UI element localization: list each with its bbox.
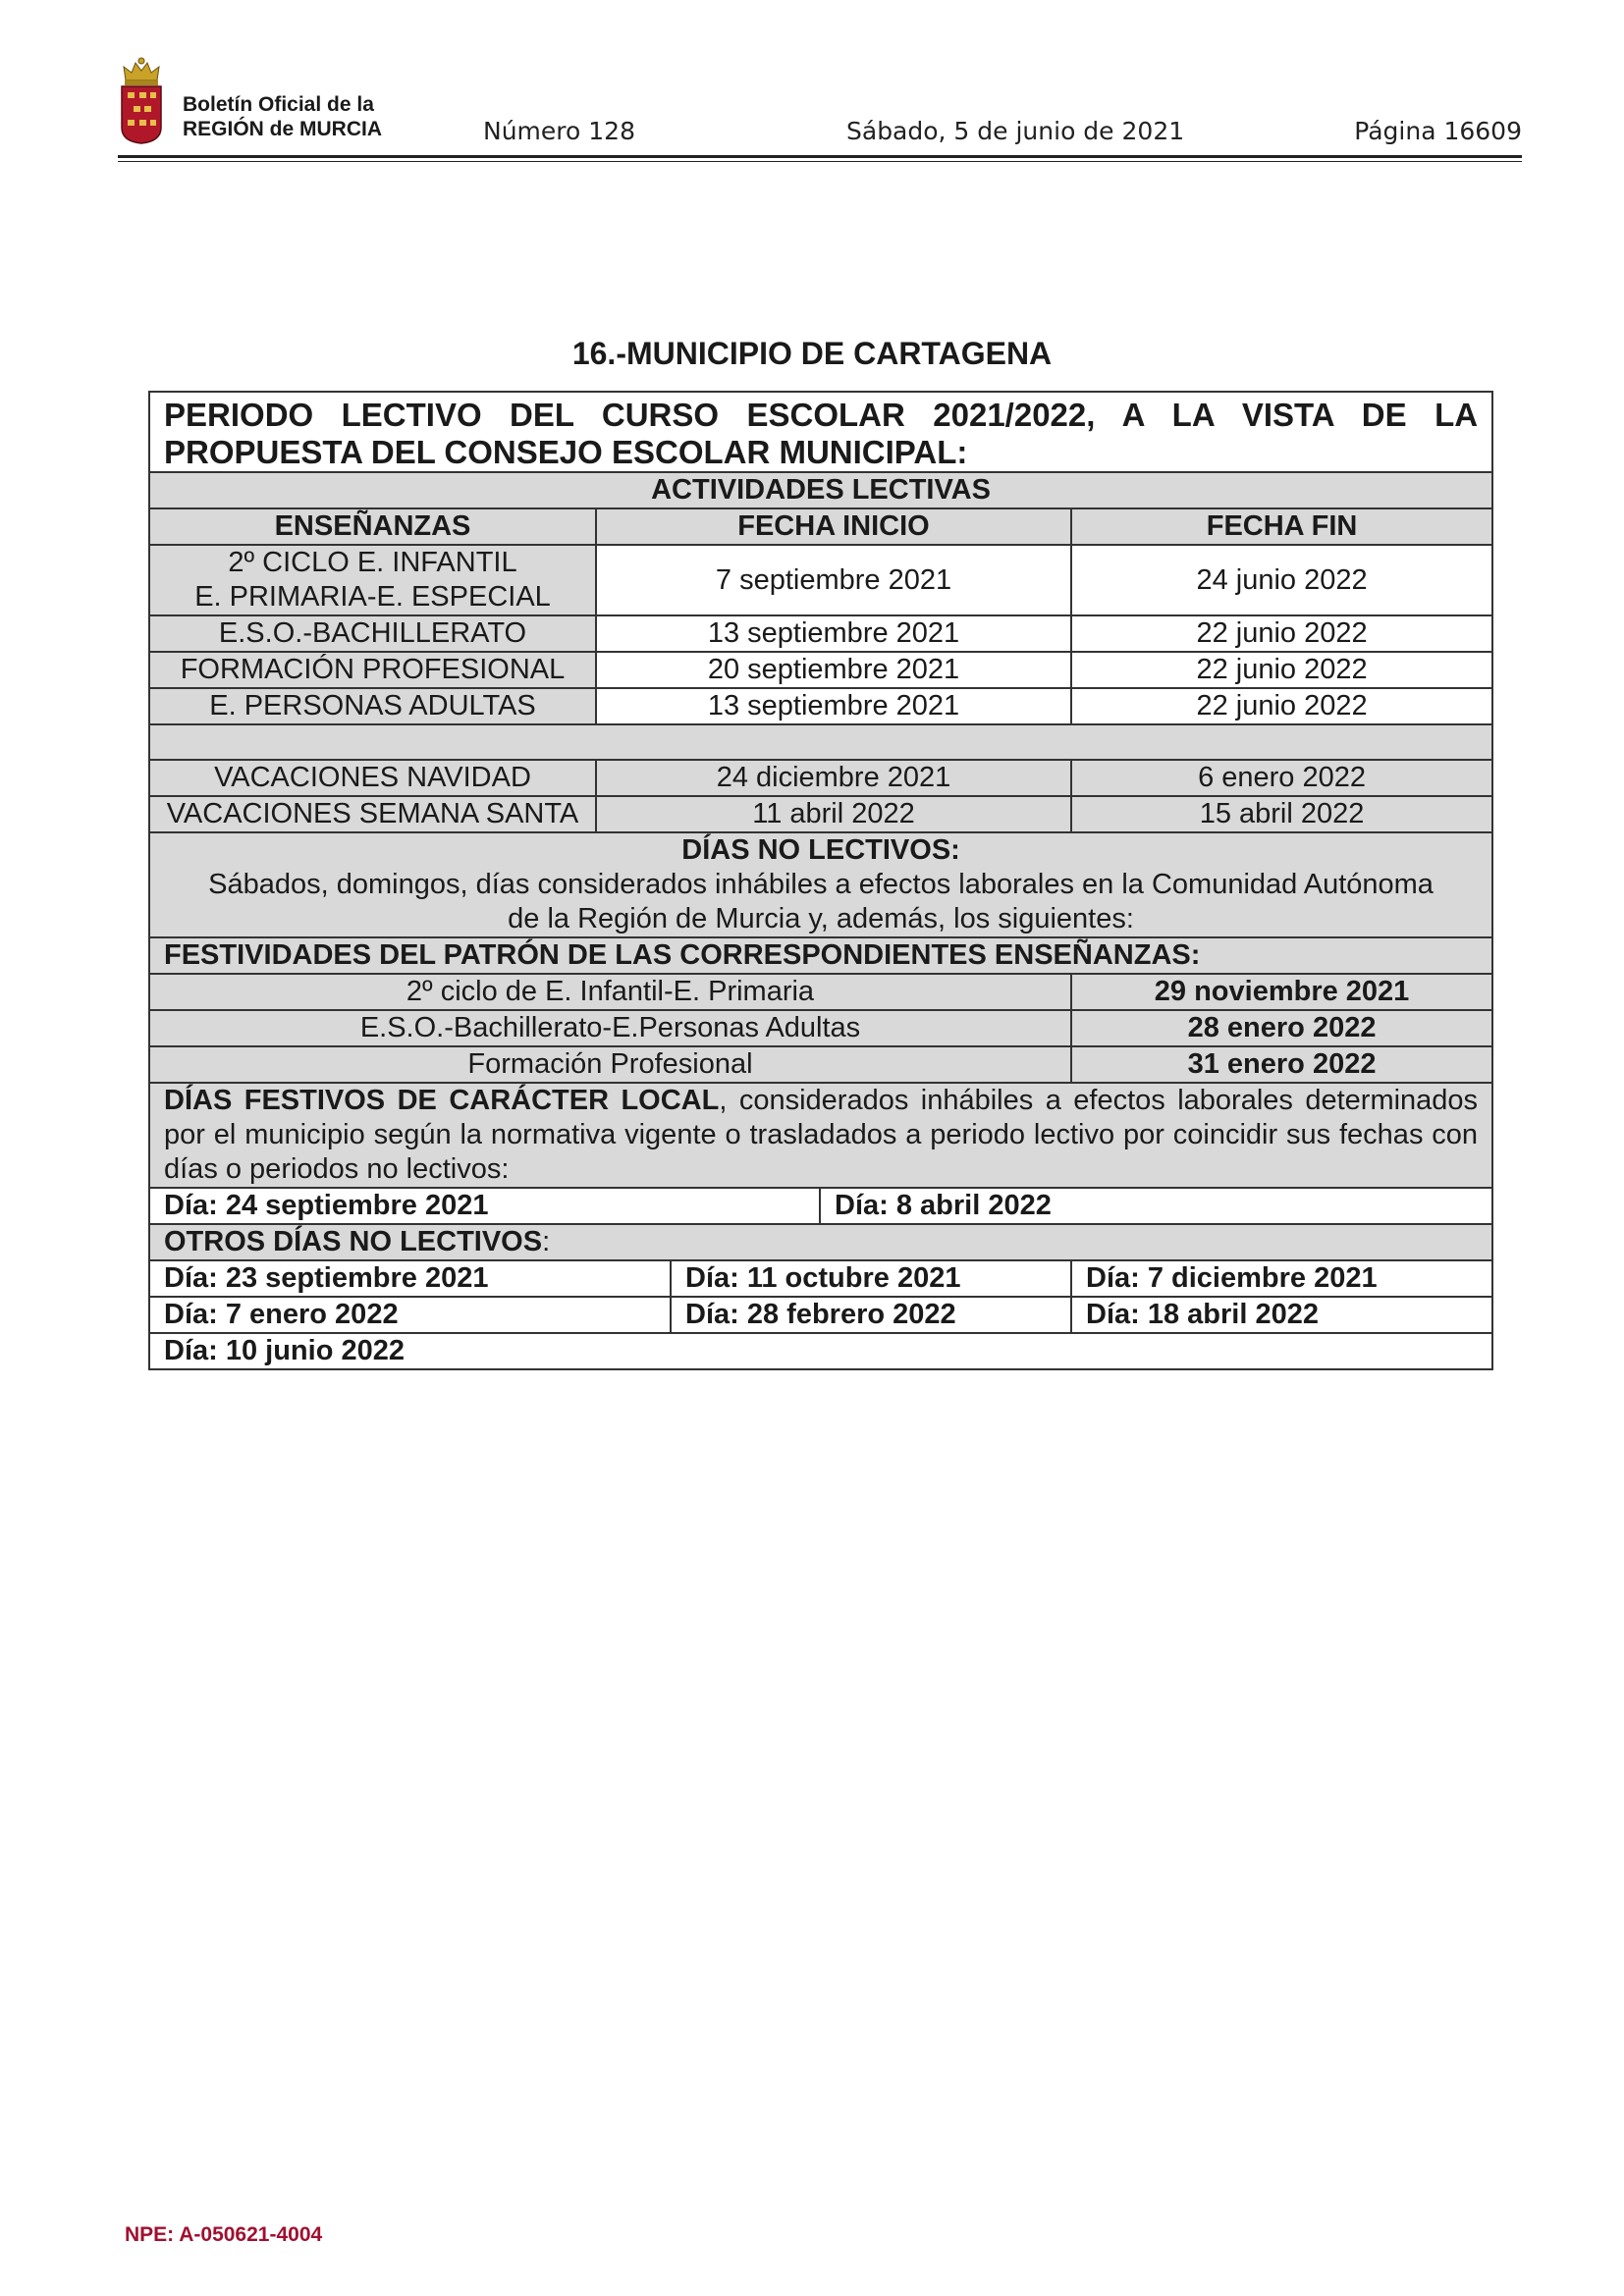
col-header-fecha-inicio: FECHA INICIO [596,508,1071,545]
otros-heading-cell [149,1224,1492,1260]
fecha-inicio-cell: 20 septiembre 2021 [596,652,1071,688]
vacaciones-fin: 15 abril 2022 [1071,796,1492,832]
festivo-local-dia: Día: 8 abril 2022 [820,1188,1492,1224]
ensenanza-cell: FORMACIÓN PROFESIONAL [149,652,596,688]
vacaciones-inicio: 11 abril 2022 [596,796,1071,832]
festividad-label: 2º ciclo de E. Infantil-E. Primaria [149,974,1071,1010]
table-row [149,1188,1492,1224]
col-header-fecha-fin: FECHA FIN [1071,508,1492,545]
org-name-line1: Boletín Oficial de la [183,93,374,116]
fecha-inicio-cell: 13 septiembre 2021 [596,615,1071,652]
table-row [149,1010,1492,1046]
npe-code: NPE: A-050621-4004 [125,2223,323,2246]
issue-number: Número 128 [483,117,635,145]
vacaciones-fin: 6 enero 2022 [1071,760,1492,796]
festivo-local-dia: Día: 24 septiembre 2021 [149,1188,820,1224]
fecha-fin-cell: 22 junio 2022 [1071,615,1492,652]
org-name [183,92,382,141]
region-murcia-crest-icon [118,55,165,145]
table-title: PERIODO LECTIVO DEL CURSO ESCOLAR 2021/2022, A LA VISTA DE LA PROPUESTA DEL CONSEJO ESCOLAR MUNICIPAL: [164,397,1479,470]
fecha-fin-cell: 24 junio 2022 [1071,545,1492,615]
otro-dia: Día: 7 enero 2022 [149,1297,671,1333]
festivos-local-heading: DÍAS FESTIVOS DE CARÁCTER LOCAL [164,1085,720,1116]
fecha-fin-cell: 22 junio 2022 [1071,652,1492,688]
vacaciones-label: VACACIONES NAVIDAD [149,760,596,796]
section-title: 16.-MUNICIPIO DE CARTAGENA [571,336,1053,371]
fecha-fin-cell: 22 junio 2022 [1071,688,1492,724]
col-header-ensenanzas: ENSEÑANZAS [149,508,596,545]
calendar-table [148,391,1493,1370]
table-row [149,974,1492,1010]
no-lectivos-text-1: Sábados, domingos, días considerados inhábiles a efectos laborales en la Comunidad Autónoma [208,869,1434,900]
ensenanza-cell [149,545,596,615]
table-title-cell [149,392,1492,472]
table-row [149,1297,1492,1333]
festivos-local-cell [149,1083,1492,1188]
otro-dia: Día: 11 octubre 2021 [671,1260,1071,1297]
table-row [149,1046,1492,1083]
actividades-heading: ACTIVIDADES LECTIVAS [149,472,1492,508]
table-row [149,652,1492,688]
issue-date: Sábado, 5 de junio de 2021 [846,117,1185,145]
spacer-row [149,724,1492,760]
table-row [149,615,1492,652]
vacaciones-inicio: 24 diciembre 2021 [596,760,1071,796]
otro-dia: Día: 18 abril 2022 [1071,1297,1492,1333]
table-row [149,545,1492,615]
ensenanza-cell: E. PERSONAS ADULTAS [149,688,596,724]
fecha-inicio-cell: 13 septiembre 2021 [596,688,1071,724]
table-row [149,1260,1492,1297]
otros-heading: OTROS DÍAS NO LECTIVOS [164,1226,543,1257]
fecha-inicio-cell: 7 septiembre 2021 [596,545,1071,615]
table-row [149,796,1492,832]
festividad-label: E.S.O.-Bachillerato-E.Personas Adultas [149,1010,1071,1046]
page-header [118,55,1522,163]
festivos-local-text: , considerados inhábiles a efectos laborales determinados por el municipio según la normativa vigente o trasladados a periodo lectivo por coincidir sus fechas con días o periodos no lectivos: [164,1085,1479,1185]
otro-dia: Día: 10 junio 2022 [149,1333,1492,1369]
otro-dia: Día: 23 septiembre 2021 [149,1260,671,1297]
festividad-fecha: 31 enero 2022 [1071,1046,1492,1083]
table-row [149,760,1492,796]
festividad-fecha: 29 noviembre 2021 [1071,974,1492,1010]
festividades-heading: FESTIVIDADES DEL PATRÓN DE LAS CORRESPONDIENTES ENSEÑANZAS: [149,937,1492,974]
no-lectivos-heading: DÍAS NO LECTIVOS: [681,834,960,866]
page-number: Página 16609 [1354,117,1522,145]
otro-dia: Día: 7 diciembre 2021 [1071,1260,1492,1297]
otro-dia: Día: 28 febrero 2022 [671,1297,1071,1333]
festividad-fecha: 28 enero 2022 [1071,1010,1492,1046]
ensenanza-cell: E.S.O.-BACHILLERATO [149,615,596,652]
ensenanza-line1: 2º CICLO E. INFANTIL [228,547,517,578]
otros-heading-colon: : [542,1226,551,1257]
header-rule-thin [118,161,1522,162]
header-rule-thick [118,155,1522,158]
ensenanza-line2: E. PRIMARIA-E. ESPECIAL [194,581,551,613]
no-lectivos-cell [149,832,1492,937]
no-lectivos-text-2: de la Región de Murcia y, además, los siguientes: [508,903,1134,934]
table-row [149,688,1492,724]
festividad-label: Formación Profesional [149,1046,1071,1083]
vacaciones-label: VACACIONES SEMANA SANTA [149,796,596,832]
org-name-line2: REGIÓN de MURCIA [183,118,383,140]
table-row [149,1333,1492,1369]
